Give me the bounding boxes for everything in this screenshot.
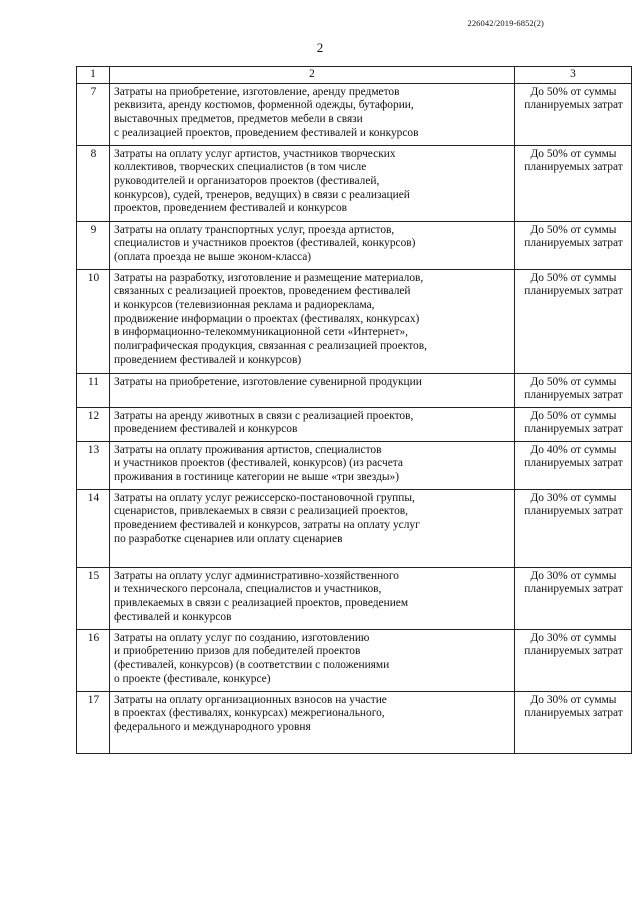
- row-number: 17: [77, 691, 110, 753]
- row-description: [110, 407, 515, 441]
- row-cost-limit: [515, 629, 632, 691]
- description-line: в информационно-телекоммуникационной сети «Интернет»,: [114, 326, 409, 339]
- costs-table: [76, 66, 632, 754]
- row-number: 15: [77, 567, 110, 629]
- description-line: и участников проектов (фестивалей, конкурсов) (из расчета: [114, 457, 403, 470]
- row-number: 8: [77, 145, 110, 221]
- description-line: проведением фестивалей и конкурсов, затраты на оплату услуг: [114, 519, 420, 532]
- description-line: проектов, проведением фестивалей и конкурсов: [114, 202, 348, 215]
- table-row: [77, 489, 632, 567]
- description-line: связанных с реализацией проектов, проведением фестивалей: [114, 285, 411, 298]
- row-description: [110, 221, 515, 269]
- row-description: [110, 441, 515, 489]
- cost-limit-line: До 30% от суммы: [530, 631, 617, 644]
- row-description: [110, 269, 515, 373]
- table-row: [77, 691, 632, 753]
- row-cost-limit: [515, 489, 632, 567]
- cost-limit-line: До 50% от суммы: [530, 85, 617, 98]
- row-description: [110, 145, 515, 221]
- description-line: Затраты на оплату услуг административно-хозяйственного: [114, 569, 399, 582]
- row-number: 7: [77, 83, 110, 145]
- cost-limit-line: планируемых затрат: [524, 389, 623, 402]
- description-line: конкурсов), судей, тренеров, ведущих) в связи с реализацией: [114, 188, 410, 201]
- description-line: Затраты на аренду животных в связи с реализацией проектов,: [114, 409, 414, 422]
- row-cost-limit: [515, 221, 632, 269]
- row-description: [110, 83, 515, 145]
- row-cost-limit: [515, 567, 632, 629]
- column-header-2: 2: [110, 67, 515, 84]
- row-cost-limit: [515, 145, 632, 221]
- description-line: о проекте (фестивале, конкурсе): [114, 672, 271, 685]
- row-cost-limit: [515, 373, 632, 407]
- description-line: сценаристов, привлекаемых в связи с реализацией проектов,: [114, 505, 409, 518]
- cost-limit-line: планируемых затрат: [524, 645, 623, 658]
- row-number: 9: [77, 221, 110, 269]
- row-description: [110, 691, 515, 753]
- row-description: [110, 373, 515, 407]
- description-line: реквизита, аренду костюмов, форменной одежды, бутафории,: [114, 99, 414, 112]
- cost-limit-line: планируемых затрат: [524, 285, 623, 298]
- description-line: продвижение информации о проектах (фестивалях, конкурсах): [114, 312, 420, 325]
- cost-limit-line: планируемых затрат: [524, 237, 623, 250]
- table-body: [77, 83, 632, 753]
- table-header: [77, 67, 632, 84]
- description-line: полиграфическая продукция, связанная с реализацией проектов,: [114, 340, 427, 353]
- row-cost-limit: [515, 441, 632, 489]
- description-line: и конкурсов (телевизионная реклама и радиореклама,: [114, 299, 375, 312]
- row-number: 13: [77, 441, 110, 489]
- description-line: Затраты на приобретение, изготовление сувенирной продукции: [114, 375, 422, 388]
- row-number: 14: [77, 489, 110, 567]
- table-row: [77, 269, 632, 373]
- description-line: в проектах (фестивалях, конкурсах) межрегионального,: [114, 707, 385, 720]
- cost-limit-line: планируемых затрат: [524, 505, 623, 518]
- description-line: с реализацией проектов, проведением фестивалей и конкурсов: [114, 126, 419, 139]
- page-number: 2: [316, 40, 324, 55]
- cost-limit-line: До 50% от суммы: [530, 147, 617, 160]
- description-line: проведением фестивалей и конкурсов: [114, 423, 298, 436]
- cost-limit-line: До 50% от суммы: [530, 375, 617, 388]
- cost-limit-line: До 30% от суммы: [530, 693, 617, 706]
- cost-limit-line: До 50% от суммы: [530, 223, 617, 236]
- cost-limit-line: До 30% от суммы: [530, 491, 617, 504]
- row-description: [110, 567, 515, 629]
- description-line: специалистов и участников проектов (фестивалей, конкурсов): [114, 237, 416, 250]
- description-line: проведением фестивалей и конкурсов): [114, 353, 302, 366]
- description-line: выставочных предметов, предметов мебели в связи: [114, 113, 363, 126]
- cost-limit-line: До 50% от суммы: [530, 271, 617, 284]
- row-description: [110, 489, 515, 567]
- description-line: Затраты на оплату услуг артистов, участников творческих: [114, 147, 396, 160]
- description-line: федерального и международного уровня: [114, 721, 311, 734]
- description-line: фестивалей и конкурсов: [114, 610, 232, 623]
- table-row: [77, 407, 632, 441]
- description-line: (фестивалей, конкурсов) (в соответствии с положениями: [114, 659, 390, 672]
- row-number: 12: [77, 407, 110, 441]
- table-row: [77, 373, 632, 407]
- cost-limit-line: планируемых затрат: [524, 161, 623, 174]
- table-row: [77, 83, 632, 145]
- description-line: Затраты на приобретение, изготовление, аренду предметов: [114, 85, 400, 98]
- description-line: коллективов, творческих специалистов (в том числе: [114, 161, 367, 174]
- row-number: 11: [77, 373, 110, 407]
- table-header-row: [77, 67, 632, 84]
- description-line: Затраты на оплату проживания артистов, специалистов: [114, 443, 382, 456]
- column-header-3: 3: [515, 67, 632, 84]
- table-row: [77, 221, 632, 269]
- row-description: [110, 629, 515, 691]
- document-id: 226042/2019-6852(2): [467, 18, 544, 28]
- cost-limit-line: планируемых затрат: [524, 583, 623, 596]
- cost-limit-line: До 40% от суммы: [530, 443, 617, 456]
- description-line: Затраты на оплату услуг режиссерско-постановочной группы,: [114, 491, 415, 504]
- cost-limit-line: планируемых затрат: [524, 707, 623, 720]
- description-line: Затраты на разработку, изготовление и размещение материалов,: [114, 271, 424, 284]
- description-line: по разработке сценариев или оплату сценариев: [114, 532, 343, 545]
- description-line: и приобретению призов для победителей проектов: [114, 645, 361, 658]
- description-line: проживания в гостинице категории не выше «три звезды»): [114, 471, 400, 484]
- table-row: [77, 145, 632, 221]
- cost-limit-line: До 50% от суммы: [530, 409, 617, 422]
- description-line: руководителей и организаторов проектов (фестивалей,: [114, 175, 380, 188]
- description-line: (оплата проезда не выше эконом-класса): [114, 251, 312, 264]
- row-number: 16: [77, 629, 110, 691]
- row-number: 10: [77, 269, 110, 373]
- cost-limit-line: планируемых затрат: [524, 457, 623, 470]
- cost-limit-line: До 30% от суммы: [530, 569, 617, 582]
- description-line: Затраты на оплату транспортных услуг, проезда артистов,: [114, 223, 395, 236]
- description-line: Затраты на оплату услуг по созданию, изготовлению: [114, 631, 370, 644]
- row-cost-limit: [515, 407, 632, 441]
- cost-limit-line: планируемых затрат: [524, 99, 623, 112]
- column-header-1: 1: [77, 67, 110, 84]
- row-cost-limit: [515, 83, 632, 145]
- table-row: [77, 441, 632, 489]
- table-row: [77, 629, 632, 691]
- description-line: Затраты на оплату организационных взносов на участие: [114, 693, 387, 706]
- description-line: привлекаемых в связи с реализацией проектов, проведением: [114, 597, 409, 610]
- cost-limit-line: планируемых затрат: [524, 423, 623, 436]
- description-line: и технического персонала, специалистов и участников,: [114, 583, 382, 596]
- row-cost-limit: [515, 269, 632, 373]
- table-row: [77, 567, 632, 629]
- row-cost-limit: [515, 691, 632, 753]
